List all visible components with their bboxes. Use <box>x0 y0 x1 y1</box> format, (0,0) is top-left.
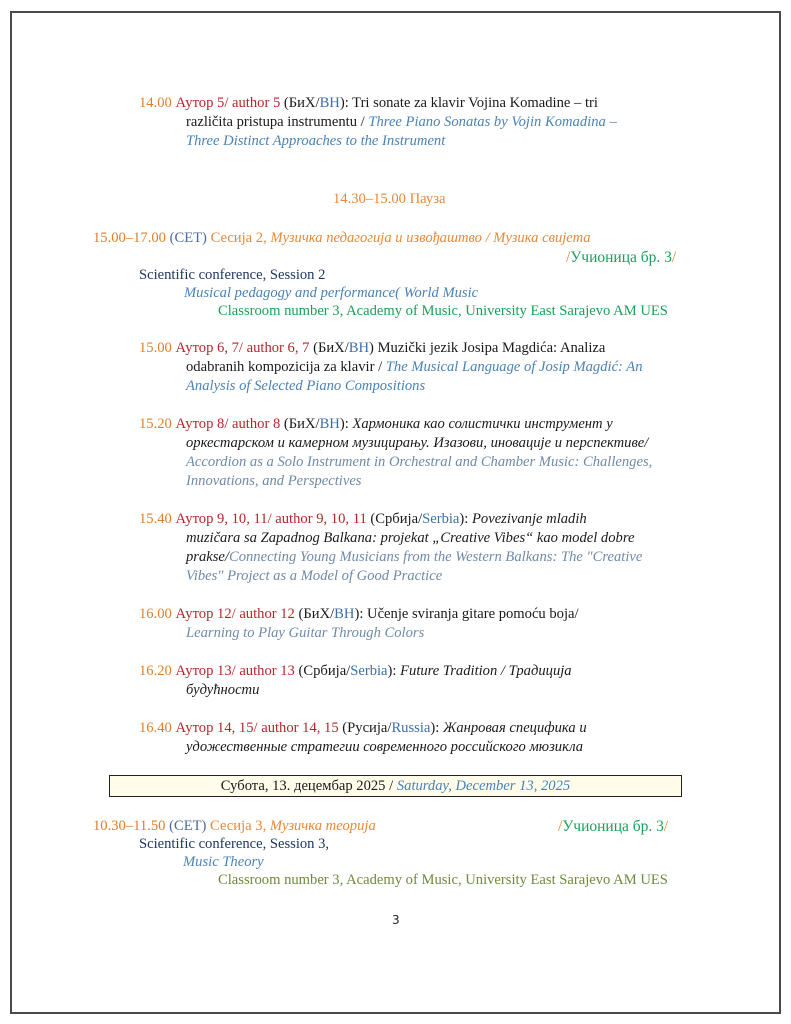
talk-author: Аутор 14, 15/ author 14, 15 <box>175 720 339 736</box>
country-close: ): <box>354 606 364 622</box>
talk-title-local: Жанровая специфика и <box>442 720 587 736</box>
session-topic-en: Music Theory <box>183 854 264 870</box>
session-timezone: (CET) <box>169 230 207 246</box>
talk-entry-line <box>186 132 445 151</box>
session-time: 10.30–11.50 <box>93 818 166 834</box>
room-local: Учионица бр. 3 <box>562 818 664 835</box>
session-room-local <box>566 248 676 267</box>
talk-title-en: Analysis of Selected Piano Compositions <box>186 378 426 394</box>
talk-time: 14.00 <box>139 95 172 111</box>
slash: / <box>558 818 563 835</box>
country-close: ): <box>339 95 349 111</box>
country-en: BH <box>319 95 340 111</box>
talk-title-en: Learning to Play Guitar Through Colors <box>186 625 425 641</box>
break-label: 14.30–15.00 Пауза <box>333 191 446 207</box>
talk-title-local: Tri sonate za klavir Vojina Komadine – tri <box>352 95 598 111</box>
talk-entry-line <box>139 662 572 681</box>
talk-author: Аутор 13/ author 13 <box>175 663 295 679</box>
country-open: (БиХ/ <box>298 606 335 622</box>
session-topic-en: Musical pedagogy and performance( World Music <box>184 285 479 301</box>
country-en: Serbia <box>350 663 388 679</box>
slash: / <box>671 249 677 266</box>
talk-time: 16.00 <box>139 606 172 622</box>
session-label: Сесија 2, <box>210 230 267 246</box>
country-close: ): <box>387 663 397 679</box>
talk-author: Аутор 5/ author 5 <box>175 95 281 111</box>
talk-title-local: удожественные стратегии современного российского мюзикла <box>186 739 584 755</box>
talk-entry-line <box>139 510 587 529</box>
talk-time: 15.40 <box>139 511 172 527</box>
country-open: (БиХ/ <box>313 340 349 356</box>
talk-author: Аутор 6, 7/ author 6, 7 <box>175 340 310 356</box>
slash: / <box>566 249 571 266</box>
talk-title-en: Connecting Young Musicians from the Western Balkans: The "Creative <box>228 549 643 565</box>
talk-time: 16.40 <box>139 720 172 736</box>
country-open: (БиХ/ <box>283 95 320 111</box>
talk-title-en: Vibes" Project as a Model of Good Practice <box>186 568 443 584</box>
talk-title-local: Хармоника као солистички инструмент у <box>352 416 613 432</box>
country-open: (Србија/ <box>298 663 351 679</box>
talk-title-local: Povezivanje mladih <box>472 511 587 527</box>
talk-time: 15.20 <box>139 416 172 432</box>
talk-title-local: prakse/ <box>186 549 229 565</box>
talk-entry-line <box>139 339 605 358</box>
talk-title-local: Muzički jezik Josipa Magdića: Analiza <box>377 340 606 356</box>
country-open: (БиХ/ <box>283 416 320 432</box>
country-en: BH <box>348 340 370 356</box>
country-en: Russia <box>391 720 431 736</box>
talk-entry-line <box>186 113 617 132</box>
session-topic-local: Музичка педагогија и извођаштво / Музика свијета <box>270 230 591 246</box>
talk-title-local: будућности <box>186 682 260 698</box>
session-time: 15.00–17.00 <box>93 230 166 246</box>
country-open: (Србија/ <box>370 511 423 527</box>
session-room-local <box>558 817 668 836</box>
talk-author: Аутор 9, 10, 11/ author 9, 10, 11 <box>175 511 367 527</box>
talk-title: Future Tradition / Традиција <box>400 663 572 679</box>
country-en: Serbia <box>422 511 460 527</box>
session-timezone: (CET) <box>169 818 207 834</box>
talk-author: Аутор 8/ author 8 <box>175 416 281 432</box>
country-close: ): <box>339 416 349 432</box>
session-room-en: Classroom number 3, Academy of Music, University East Sarajevo AM UES <box>218 872 668 888</box>
talk-entry-line <box>186 548 642 567</box>
day-local: Субота, 13. децембар 2025 / <box>220 778 394 794</box>
session-room-en: Classroom number 3, Academy of Music, University East Sarajevo AM UES <box>218 303 668 319</box>
country-en: BH <box>334 606 355 622</box>
country-en: BH <box>319 416 340 432</box>
country-close: ) <box>369 340 374 356</box>
session-conference-en: Scientific conference, Session 2 <box>139 267 326 283</box>
talk-title-local: Učenje sviranja gitare pomoću boja/ <box>367 606 579 622</box>
day-en: Saturday, December 13, 2025 <box>396 778 571 794</box>
talk-entry-line <box>186 377 425 396</box>
talk-entry-line <box>139 415 613 434</box>
talk-time: 16.20 <box>139 663 172 679</box>
talk-title-en: Three Distinct Approaches to the Instrument <box>186 133 446 149</box>
country-close: ): <box>459 511 469 527</box>
talk-title-local: različita pristupa instrumentu / <box>186 114 365 130</box>
country-open: (Русија/ <box>342 720 392 736</box>
talk-author: Аутор 12/ author 12 <box>175 606 295 622</box>
talk-title-en: The Musical Language of Josip Magdić: An <box>385 359 643 375</box>
day-header-box <box>109 775 682 797</box>
session-header <box>93 817 376 836</box>
talk-title-local: muzičara sa Zapadnog Balkana: projekat „Creative Vibes“ kao model dobre <box>186 530 635 546</box>
talk-entry-line <box>139 94 598 113</box>
talk-time: 15.00 <box>139 340 172 356</box>
session-header <box>93 229 591 248</box>
session-topic-local: Музичка теорија <box>269 818 376 834</box>
session-label: Сесија 3, <box>210 818 267 834</box>
talk-entry-line <box>139 719 587 738</box>
session-conference-en: Scientific conference, Session 3, <box>139 836 330 852</box>
country-close: ): <box>430 720 440 736</box>
talk-title-local: odabranih kompozicija za klavir / <box>186 359 383 375</box>
talk-title-en: Accordion as a Solo Instrument in Orchestral and Chamber Music: Challenges, <box>186 454 653 470</box>
page-number: 3 <box>392 913 400 927</box>
talk-title-en: Innovations, and Perspectives <box>186 473 362 489</box>
room-local: Учионица бр. 3 <box>570 249 672 266</box>
talk-entry-line <box>139 605 579 624</box>
slash: / <box>663 818 669 835</box>
talk-title-local: оркестарском и камерном музицирању. Изазови, иновације и перспективе/ <box>186 435 649 451</box>
talk-title-en: Three Piano Sonatas by Vojin Komadina – <box>368 114 617 130</box>
talk-entry-line <box>186 358 643 377</box>
